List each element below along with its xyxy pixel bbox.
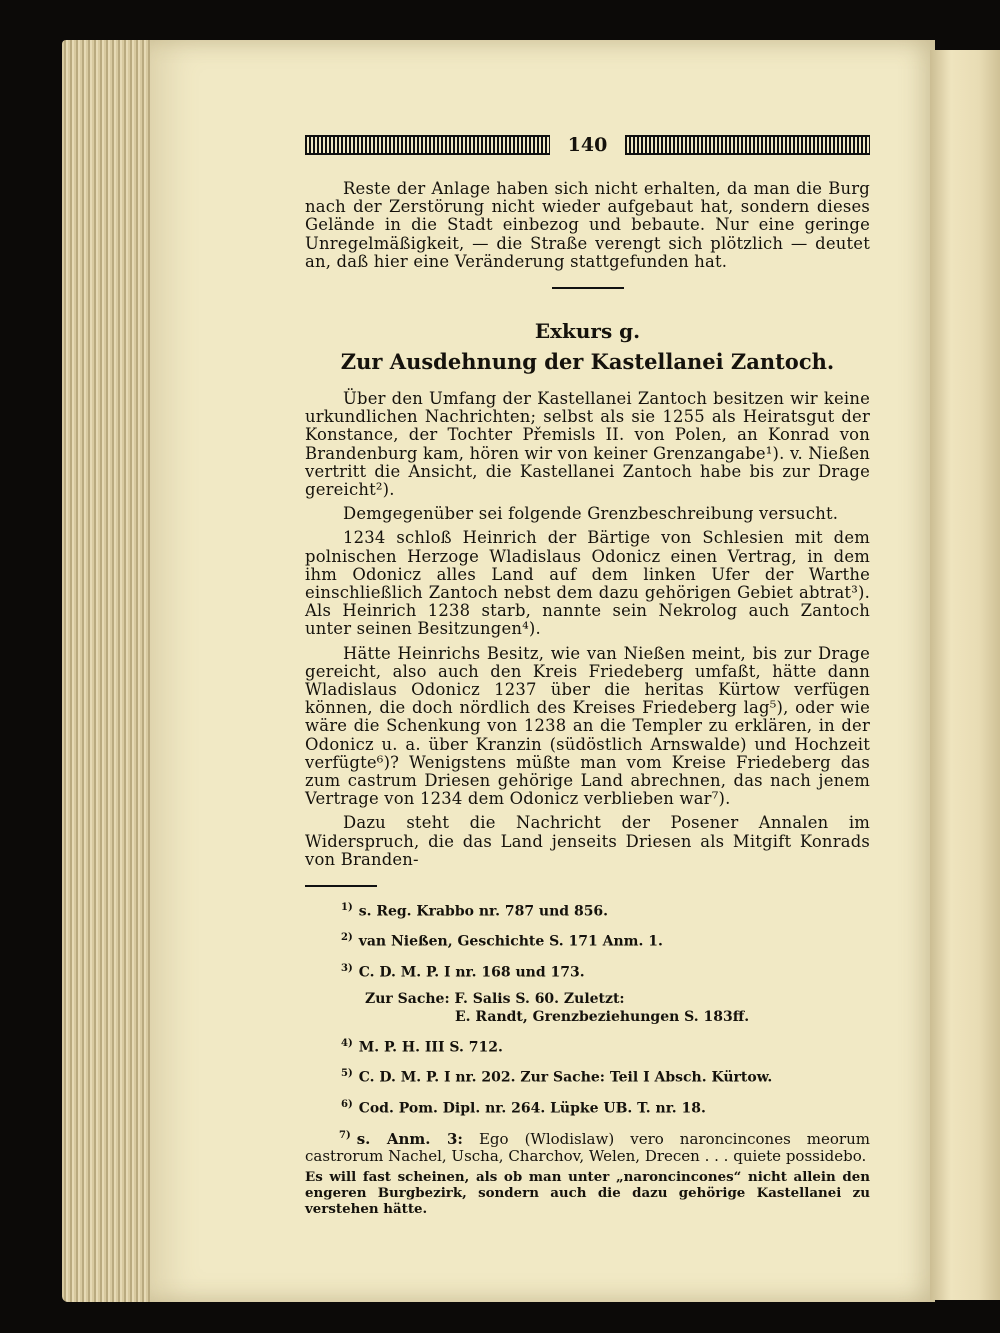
header-rule-left [305, 135, 550, 155]
footnote-text: M. P. H. III S. 712. [358, 1039, 503, 1056]
paragraph: Demgegenüber sei folgende Grenzbeschreibung versucht. [343, 504, 839, 524]
page-header [305, 130, 870, 160]
intro-paragraph: Reste der Anlage haben sich nicht erhalten, da man die Burg nach der Zerstörung nicht wieder aufgebaut hat, sondern dieses Gelände in die Stadt einbezog und bebaute. Nur eine geringe Unregelmäßigkeit, — die Straße verengt sich plötzlich — deutet an, daß hier eine Veränderung stattgefunden hat. [305, 179, 870, 271]
body-text [305, 390, 870, 869]
page-content [305, 130, 870, 1217]
paragraph: Über den Umfang der Kastellanei Zantoch besitzen wir keine urkundlichen Nachrichten; selbst als sie 1255 als Heiratsgut der Konstance, der Tochter Přemisls II. von Polen, an Konrad von Brandenburg kam, hören wir von keiner Grenzangabe¹). v. Nießen vertritt die Ansicht, die Kastellanei Zantoch habe bis zur Drage gereicht²). [305, 389, 870, 500]
footnote-subline: Zur Sache: F. Salis S. 60. Zuletzt: [365, 990, 625, 1007]
footnote-text: s. Reg. Krabbo nr. 787 und 856. [358, 903, 609, 920]
footnote-mark: 5) [341, 1068, 353, 1080]
paragraph: 1234 schloß Heinrich der Bärtige von Schlesien mit dem polnischen Herzoge Wladislaus Odonicz einen Vertrag, in dem ihm Odonicz alles Land auf dem linken Ufer der Warthe einschließlich Zantoch nebst dem dazu gehörigen Gebiet abtrat³). Als Heinrich 1238 starb, nannte sein Nekrolog auch Zantoch unter seinen Besitzungen⁴). [305, 528, 870, 639]
footnote-subline: E. Randt, Grenzbeziehungen S. 183ff. [455, 1008, 750, 1025]
footnote [341, 1065, 870, 1087]
footnote [341, 899, 870, 921]
facing-page-edge [930, 50, 1000, 1300]
footnote-latin [305, 1127, 870, 1165]
footnote-mark: 2) [341, 932, 353, 944]
exkurs-title: Zur Ausdehnung der Kastellanei Zantoch. [340, 349, 835, 375]
footnote-separator [305, 885, 377, 887]
paragraph: Dazu steht die Nachricht der Posener Annalen im Widerspruch, die das Land jenseits Driesen als Mitgift Konrads von Branden- [305, 813, 870, 869]
footnote-mark: 4) [341, 1037, 353, 1049]
footnote [341, 1035, 870, 1057]
footnote-text: C. D. M. P. I nr. 168 und 173. [358, 964, 585, 981]
footnote-text: van Nießen, Geschichte S. 171 Anm. 1. [358, 933, 663, 950]
footnote [341, 960, 870, 982]
header-rule-right [625, 135, 870, 155]
footnote-mark: 1) [341, 901, 353, 913]
footnote-text: C. D. M. P. I nr. 202. Zur Sache: Teil I Absch. Kürtow. [358, 1069, 773, 1086]
section-separator [552, 287, 624, 289]
footnote-text: Cod. Pom. Dipl. nr. 264. Lüpke UB. T. nr. 18. [358, 1100, 706, 1117]
footnote-mark: 7) [339, 1129, 351, 1141]
footnote-mark: 6) [341, 1098, 353, 1110]
paragraph: Hätte Heinrichs Besitz, wie van Nießen meint, bis zur Drage gereicht, also auch den Kreis Friedeberg umfaßt, hätte dann Wladislaus Odonicz 1237 über die heritas Kürtow verfügen können, die doch nördlich des Kreises Friedeberg lag⁵), oder wie wäre die Schenkung von 1238 an die Templer zu erklären, in der Odonicz u. a. über Kranzin (südöstlich Arnswalde) und Hochzeit verfügte⁶)? Wenigstens müßte man vom Kreise Friedeberg das zum castrum Driesen gehörige Land abrechnen, das nach jenem Vertrage von 1234 dem Odonicz verblieben war⁷). [305, 643, 870, 809]
footnote-text: Ego (Wlodislaw) vero naroncincones meorum castrorum Nachel, Uscha, Charchov, Welen, Drecen . . . quiete possidebo. [305, 1129, 870, 1165]
footnote [341, 929, 870, 951]
footnote [341, 1096, 870, 1118]
footnote-closing-note: Es will fast scheinen, als ob man unter „naroncincones“ nicht allein den engeren Burgbezirk, sondern auch die dazu gehörige Kastellanei zu verstehen hätte. [305, 1168, 870, 1217]
page-number: 140 [567, 134, 608, 156]
footnote-mark: 3) [341, 962, 353, 974]
exkurs-label: Exkurs g. [534, 319, 641, 344]
footnote-lead: s. Anm. 3: [356, 1129, 463, 1148]
